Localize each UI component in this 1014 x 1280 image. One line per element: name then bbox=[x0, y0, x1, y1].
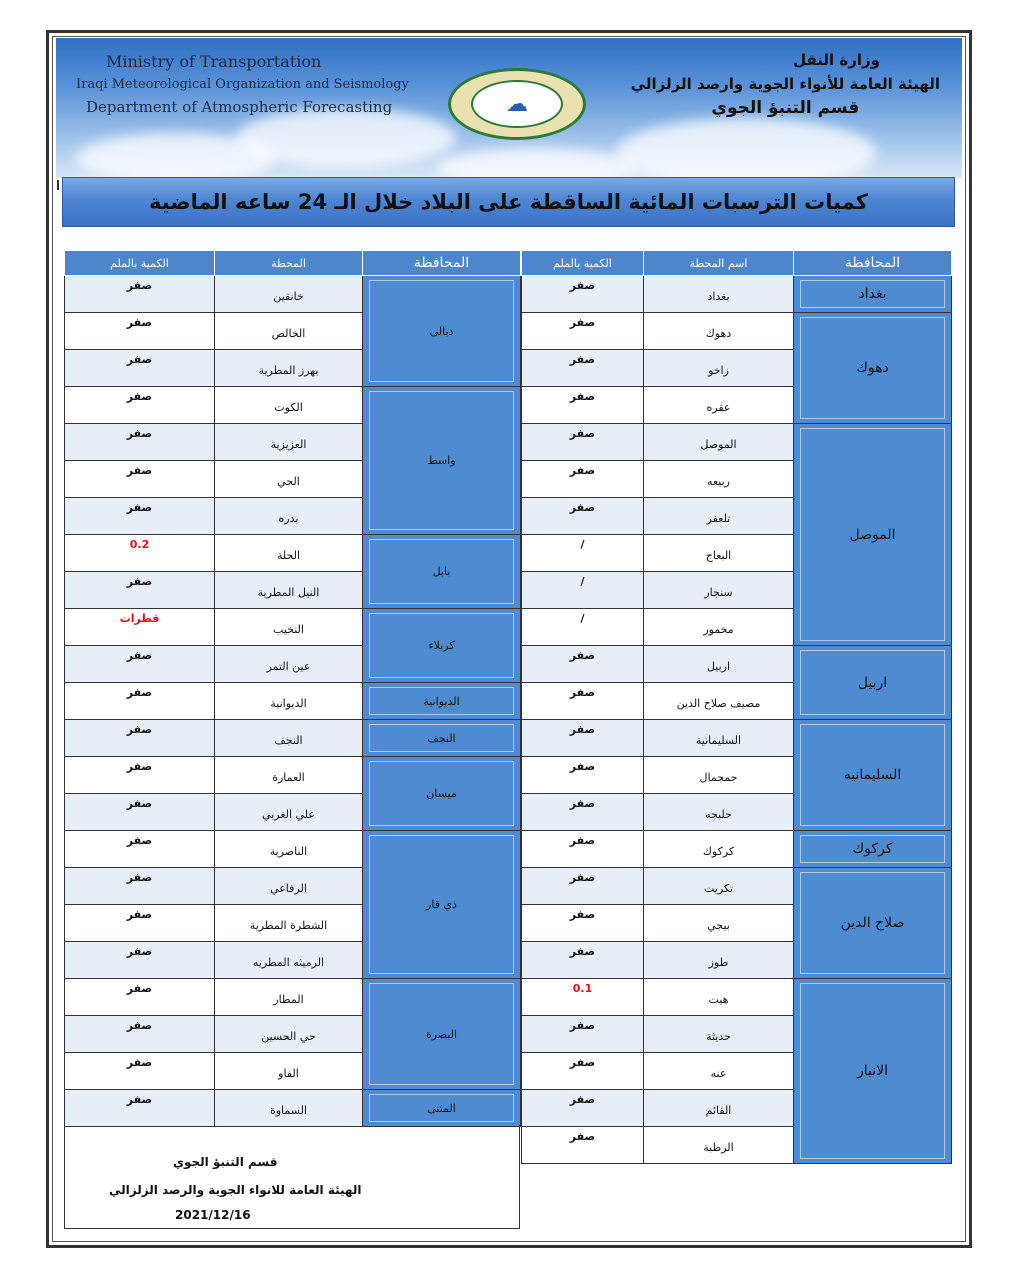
station-name: الحلة bbox=[276, 549, 301, 562]
station-name: هيت bbox=[708, 993, 729, 1006]
rainfall-table-left bbox=[64, 250, 521, 1127]
station-cell bbox=[644, 461, 794, 498]
table-header-row bbox=[522, 251, 952, 276]
table-row bbox=[522, 646, 952, 683]
rain-amount: صفر bbox=[569, 649, 596, 662]
station-name: تكريت bbox=[703, 882, 734, 895]
rain-amount: صفر bbox=[569, 1056, 596, 1069]
province-cell bbox=[363, 720, 521, 757]
table-row bbox=[522, 424, 952, 461]
station-cell bbox=[215, 831, 363, 868]
amount-cell bbox=[65, 387, 215, 424]
station-name: حي الحسين bbox=[261, 1030, 316, 1043]
rainfall-table-right bbox=[521, 250, 952, 1164]
station-name: دهوك bbox=[705, 327, 732, 340]
rain-amount: صفر bbox=[126, 575, 153, 588]
amount-cell bbox=[65, 905, 215, 942]
footer-department: قسم التنبؤ الجوي bbox=[173, 1155, 278, 1169]
rain-amount: صفر bbox=[569, 945, 596, 958]
province-cell bbox=[794, 313, 952, 424]
amount-cell bbox=[65, 276, 215, 313]
rain-amount: صفر bbox=[126, 834, 153, 847]
amount-cell bbox=[65, 942, 215, 979]
station-name: النيل المطرية bbox=[257, 586, 320, 599]
header-station: المحطة bbox=[215, 251, 363, 276]
station-cell bbox=[215, 498, 363, 535]
rain-amount: 0.1 bbox=[572, 982, 593, 995]
station-cell bbox=[644, 387, 794, 424]
table-row bbox=[522, 313, 952, 350]
amount-cell bbox=[522, 1127, 644, 1164]
station-name: السماوة bbox=[269, 1104, 307, 1117]
rain-amount: قطرات bbox=[119, 612, 160, 625]
department-name-ar: قسم التنبؤ الجوي bbox=[711, 98, 860, 118]
province-name: دهوك bbox=[800, 317, 945, 419]
station-name: السليمانية bbox=[695, 734, 742, 747]
header-arabic bbox=[631, 48, 940, 120]
province-cell bbox=[794, 720, 952, 831]
station-name: طوز bbox=[708, 956, 729, 969]
station-name: حلبجه bbox=[705, 808, 732, 821]
province-name: الديوانية bbox=[369, 687, 514, 715]
province-name: اربيل bbox=[800, 650, 945, 715]
rain-amount: صفر bbox=[126, 797, 153, 810]
table-row bbox=[65, 831, 521, 868]
amount-cell bbox=[522, 646, 644, 683]
table-row bbox=[65, 609, 521, 646]
rain-amount: صفر bbox=[569, 760, 596, 773]
province-name: الموصل bbox=[800, 428, 945, 641]
rain-amount: صفر bbox=[126, 316, 153, 329]
station-cell bbox=[215, 794, 363, 831]
table-row bbox=[522, 831, 952, 868]
amount-cell bbox=[522, 424, 644, 461]
station-cell bbox=[215, 535, 363, 572]
page-title: كميات الترسبات المائية الساقطة على البلاد خلال الـ 24 ساعه الماضية bbox=[148, 190, 869, 214]
amount-cell bbox=[65, 720, 215, 757]
amount-cell bbox=[65, 572, 215, 609]
amount-cell bbox=[522, 609, 644, 646]
amount-cell bbox=[522, 276, 644, 313]
station-cell bbox=[644, 905, 794, 942]
rain-amount: صفر bbox=[569, 797, 596, 810]
amount-cell bbox=[65, 1053, 215, 1090]
amount-cell bbox=[522, 831, 644, 868]
rain-amount: صفر bbox=[126, 982, 153, 995]
header-station: اسم المحطة bbox=[644, 251, 794, 276]
station-cell bbox=[644, 609, 794, 646]
rain-amount: صفر bbox=[569, 871, 596, 884]
rain-amount: صفر bbox=[126, 760, 153, 773]
station-name: المطار bbox=[273, 993, 304, 1006]
province-cell bbox=[363, 979, 521, 1090]
station-name: زاخو bbox=[708, 364, 729, 377]
station-name: حديثة bbox=[706, 1030, 731, 1043]
amount-cell bbox=[522, 313, 644, 350]
station-cell bbox=[215, 572, 363, 609]
station-cell bbox=[644, 831, 794, 868]
province-cell bbox=[363, 831, 521, 979]
station-name: علي الغربي bbox=[262, 808, 315, 821]
header-province: المحافظة bbox=[794, 251, 952, 276]
rain-amount: صفر bbox=[569, 501, 596, 514]
station-cell bbox=[644, 276, 794, 313]
table-row bbox=[65, 720, 521, 757]
station-name: الرميثه المطريه bbox=[252, 956, 325, 969]
station-name: خانقين bbox=[273, 290, 304, 303]
rain-amount: صفر bbox=[126, 686, 153, 699]
footer-signature bbox=[64, 1125, 520, 1229]
province-cell bbox=[794, 979, 952, 1164]
station-cell bbox=[215, 1016, 363, 1053]
amount-cell bbox=[522, 535, 644, 572]
station-cell bbox=[215, 313, 363, 350]
station-name: العمارة bbox=[272, 771, 305, 784]
province-name: البصرة bbox=[369, 983, 514, 1085]
station-name: الرطبة bbox=[703, 1141, 734, 1154]
station-cell bbox=[644, 1090, 794, 1127]
station-cell bbox=[215, 461, 363, 498]
corner-mark bbox=[57, 180, 59, 190]
province-cell bbox=[363, 757, 521, 831]
province-name: ذي قار bbox=[369, 835, 514, 974]
amount-cell bbox=[522, 683, 644, 720]
station-name: الموصل bbox=[700, 438, 737, 451]
title-bar bbox=[62, 177, 955, 227]
rain-amount: صفر bbox=[126, 427, 153, 440]
station-cell bbox=[215, 942, 363, 979]
station-cell bbox=[644, 313, 794, 350]
organization-name-ar: الهيئة العامة للأنواء الجوية وارصد الزلزالي bbox=[630, 75, 940, 93]
station-name: مخمور bbox=[703, 623, 734, 636]
ministry-name-en: Ministry of Transportation bbox=[106, 52, 322, 71]
station-cell bbox=[215, 683, 363, 720]
table-row bbox=[522, 868, 952, 905]
station-name: الديوانية bbox=[270, 697, 307, 710]
rain-amount: صفر bbox=[569, 1093, 596, 1106]
rain-amount: صفر bbox=[569, 427, 596, 440]
amount-cell bbox=[65, 1016, 215, 1053]
amount-cell bbox=[522, 757, 644, 794]
station-name: الفاو bbox=[278, 1067, 299, 1080]
amount-cell bbox=[65, 350, 215, 387]
province-name: ديالى bbox=[369, 280, 514, 382]
rain-amount: صفر bbox=[126, 908, 153, 921]
province-name: بابل bbox=[369, 539, 514, 604]
station-cell bbox=[644, 572, 794, 609]
rain-amount: صفر bbox=[569, 834, 596, 847]
table-row bbox=[522, 720, 952, 757]
province-cell bbox=[363, 535, 521, 609]
station-name: اربيل bbox=[706, 660, 731, 673]
department-name-en: Department of Atmospheric Forecasting bbox=[86, 98, 393, 116]
amount-cell bbox=[522, 720, 644, 757]
province-cell bbox=[794, 831, 952, 868]
station-cell bbox=[644, 868, 794, 905]
header-amount: الكمية بالملم bbox=[522, 251, 644, 276]
province-cell bbox=[794, 276, 952, 313]
station-cell bbox=[644, 1053, 794, 1090]
station-cell bbox=[215, 350, 363, 387]
amount-cell bbox=[522, 572, 644, 609]
amount-cell bbox=[522, 794, 644, 831]
station-cell bbox=[215, 720, 363, 757]
table-header-row bbox=[65, 251, 521, 276]
province-name: ميسان bbox=[369, 761, 514, 826]
amount-cell bbox=[522, 1016, 644, 1053]
rain-amount: صفر bbox=[569, 908, 596, 921]
station-name: الكوت bbox=[274, 401, 303, 414]
station-name: الناصرية bbox=[269, 845, 308, 858]
rain-amount: صفر bbox=[126, 501, 153, 514]
station-cell bbox=[644, 424, 794, 461]
station-cell bbox=[215, 1090, 363, 1127]
station-cell bbox=[644, 1127, 794, 1164]
amount-cell bbox=[65, 831, 215, 868]
province-cell bbox=[794, 424, 952, 646]
station-name: عين التمر bbox=[266, 660, 311, 673]
rain-amount: صفر bbox=[569, 686, 596, 699]
rain-amount: صفر bbox=[126, 649, 153, 662]
station-name: تلعفر bbox=[706, 512, 731, 525]
rain-amount: / bbox=[580, 538, 585, 551]
table-row bbox=[65, 387, 521, 424]
amount-cell bbox=[65, 424, 215, 461]
header-amount: الكمية بالملم bbox=[65, 251, 215, 276]
table-row bbox=[65, 683, 521, 720]
organization-name-en: Iraqi Meteorological Organization and Seismology bbox=[76, 77, 409, 92]
province-name: كربلاء bbox=[369, 613, 514, 678]
station-cell bbox=[215, 646, 363, 683]
station-name: بيجي bbox=[707, 919, 730, 932]
amount-cell bbox=[522, 942, 644, 979]
province-cell bbox=[363, 387, 521, 535]
table-row bbox=[522, 979, 952, 1016]
footer-organization: الهيئة العامة للانواء الجوية والرصد الزلزالي bbox=[109, 1183, 362, 1197]
station-name: بغداد bbox=[707, 290, 730, 303]
rain-amount: صفر bbox=[569, 390, 596, 403]
province-name: النجف bbox=[369, 724, 514, 752]
province-cell bbox=[363, 609, 521, 683]
province-name: المثنى bbox=[369, 1094, 514, 1122]
amount-cell bbox=[65, 646, 215, 683]
rain-amount: 0.2 bbox=[129, 538, 150, 551]
station-cell bbox=[215, 387, 363, 424]
rain-amount: / bbox=[580, 612, 585, 625]
station-name: كركوك bbox=[702, 845, 735, 858]
station-name: سنجار bbox=[704, 586, 733, 599]
station-name: عنه bbox=[710, 1067, 727, 1080]
amount-cell bbox=[522, 387, 644, 424]
table-row bbox=[65, 757, 521, 794]
station-cell bbox=[644, 350, 794, 387]
station-name: ربيعه bbox=[707, 475, 730, 488]
table-row bbox=[522, 276, 952, 313]
station-name: النجف bbox=[274, 734, 303, 747]
station-cell bbox=[215, 905, 363, 942]
rain-amount: صفر bbox=[126, 464, 153, 477]
station-cell bbox=[215, 276, 363, 313]
header-english bbox=[76, 50, 409, 119]
rain-amount: / bbox=[580, 575, 585, 588]
province-name: الانبار bbox=[800, 983, 945, 1159]
table-row bbox=[65, 1090, 521, 1127]
amount-cell bbox=[522, 1053, 644, 1090]
amount-cell bbox=[522, 498, 644, 535]
amount-cell bbox=[65, 794, 215, 831]
amount-cell bbox=[65, 461, 215, 498]
station-cell bbox=[644, 942, 794, 979]
rain-amount: صفر bbox=[126, 390, 153, 403]
weather-emblem-icon: ☁ bbox=[471, 80, 563, 128]
rain-amount: صفر bbox=[569, 1130, 596, 1143]
station-name: البعاج bbox=[705, 549, 732, 562]
station-cell bbox=[644, 535, 794, 572]
amount-cell bbox=[522, 979, 644, 1016]
rain-amount: صفر bbox=[126, 1093, 153, 1106]
amount-cell bbox=[65, 498, 215, 535]
province-cell bbox=[794, 646, 952, 720]
rain-amount: صفر bbox=[126, 945, 153, 958]
province-name: كركوك bbox=[800, 835, 945, 863]
station-name: جمجمال bbox=[699, 771, 738, 784]
station-name: العزيزية bbox=[270, 438, 307, 451]
amount-cell bbox=[65, 535, 215, 572]
amount-cell bbox=[65, 979, 215, 1016]
station-name: مصيف صلاح الدين bbox=[676, 697, 761, 710]
station-name: الرفاعي bbox=[270, 882, 307, 895]
amount-cell bbox=[522, 868, 644, 905]
rain-amount: صفر bbox=[126, 353, 153, 366]
station-cell bbox=[644, 1016, 794, 1053]
rain-amount: صفر bbox=[569, 279, 596, 292]
amount-cell bbox=[522, 461, 644, 498]
table-row bbox=[65, 276, 521, 313]
station-cell bbox=[215, 979, 363, 1016]
station-name: الحي bbox=[277, 475, 300, 488]
table-row bbox=[65, 535, 521, 572]
station-cell bbox=[644, 757, 794, 794]
station-cell bbox=[215, 868, 363, 905]
station-cell bbox=[215, 424, 363, 461]
province-name: صلاح الدين bbox=[800, 872, 945, 974]
amount-cell bbox=[522, 905, 644, 942]
rain-amount: صفر bbox=[126, 871, 153, 884]
amount-cell bbox=[65, 683, 215, 720]
table-row bbox=[65, 979, 521, 1016]
station-name: القائم bbox=[705, 1104, 732, 1117]
rain-amount: صفر bbox=[126, 1019, 153, 1032]
station-cell bbox=[644, 794, 794, 831]
rain-amount: صفر bbox=[569, 723, 596, 736]
ministry-name-ar: وزارة النقل bbox=[793, 51, 880, 69]
letterhead bbox=[56, 38, 962, 178]
rain-amount: صفر bbox=[569, 353, 596, 366]
station-name: بهرز المطرية bbox=[258, 364, 319, 377]
amount-cell bbox=[522, 1090, 644, 1127]
province-name: بغداد bbox=[800, 280, 945, 308]
station-cell bbox=[644, 683, 794, 720]
rain-amount: صفر bbox=[126, 723, 153, 736]
station-name: النخيب bbox=[273, 623, 304, 636]
header-province: المحافظة bbox=[363, 251, 521, 276]
province-cell bbox=[363, 683, 521, 720]
amount-cell bbox=[522, 350, 644, 387]
province-cell bbox=[794, 868, 952, 979]
province-cell bbox=[363, 1090, 521, 1127]
province-name: السليمانيه bbox=[800, 724, 945, 826]
rain-amount: صفر bbox=[569, 464, 596, 477]
station-name: الخالص bbox=[271, 327, 306, 340]
station-cell bbox=[644, 979, 794, 1016]
station-cell bbox=[644, 720, 794, 757]
station-cell bbox=[215, 757, 363, 794]
rain-amount: صفر bbox=[569, 1019, 596, 1032]
station-cell bbox=[644, 498, 794, 535]
station-cell bbox=[644, 646, 794, 683]
organization-logo bbox=[448, 68, 586, 140]
amount-cell bbox=[65, 868, 215, 905]
station-name: الشطرة المطرية bbox=[249, 919, 328, 932]
station-cell bbox=[215, 609, 363, 646]
station-name: بدره bbox=[278, 512, 299, 525]
station-name: عقره bbox=[706, 401, 731, 414]
amount-cell bbox=[65, 757, 215, 794]
rain-amount: صفر bbox=[569, 316, 596, 329]
province-cell bbox=[363, 276, 521, 387]
rain-amount: صفر bbox=[126, 1056, 153, 1069]
province-name: واسط bbox=[369, 391, 514, 530]
amount-cell bbox=[65, 1090, 215, 1127]
amount-cell bbox=[65, 609, 215, 646]
amount-cell bbox=[65, 313, 215, 350]
footer-date: 2021/12/16 bbox=[175, 1208, 251, 1222]
rain-amount: صفر bbox=[126, 279, 153, 292]
station-cell bbox=[215, 1053, 363, 1090]
